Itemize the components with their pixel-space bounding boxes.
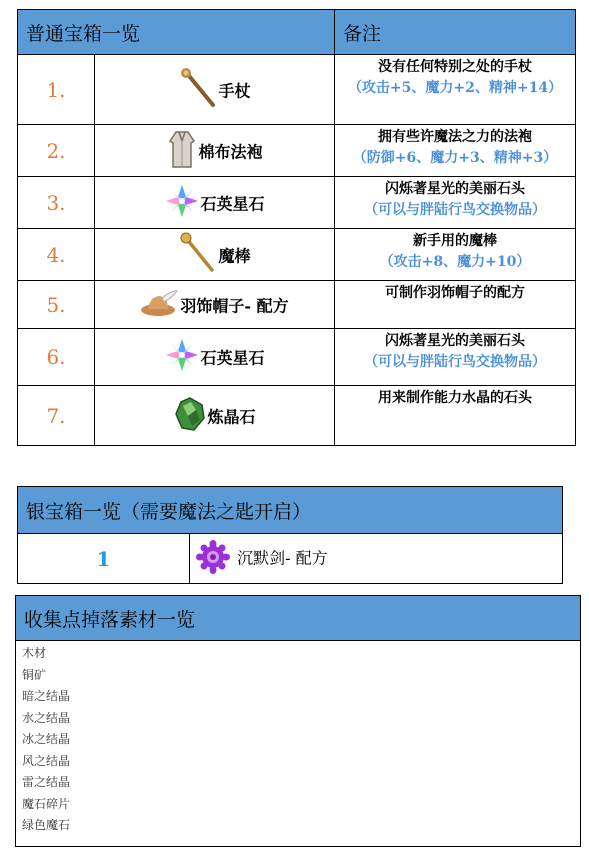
item-label: 沉默剑- 配方 (237, 548, 328, 567)
star-crystal-icon (165, 338, 199, 376)
item-description: 拥有些许魔法之力的法袍 (378, 129, 533, 145)
table-row (18, 229, 576, 281)
star-crystal-icon (165, 184, 199, 222)
list-item: 暗之结晶 (22, 689, 71, 703)
note-cell (335, 125, 576, 177)
list-item: 风之结晶 (22, 753, 71, 768)
note-cell (335, 55, 576, 125)
row-number: 7. (18, 386, 95, 446)
note-cell (335, 229, 576, 281)
note-cell (335, 177, 576, 229)
item-label: 石英星石 (200, 348, 265, 368)
material-list (16, 641, 581, 847)
row-number: 5. (18, 281, 95, 329)
list-item: 水之结晶 (22, 710, 71, 725)
table-row (18, 177, 576, 229)
item-stats: （防御+6、魔力+3、精神+3） (352, 150, 558, 166)
wand-icon (179, 232, 217, 278)
item-cell (95, 177, 335, 229)
green-ore-icon (174, 396, 206, 436)
item-cell (190, 534, 563, 584)
row-number: 1 (18, 534, 190, 584)
item-description: 新手用的魔棒 (413, 233, 498, 249)
item-label: 手杖 (218, 81, 251, 100)
item-label: 棉布法袍 (198, 142, 263, 161)
item-stats: （攻击+8、魔力+10） (379, 254, 531, 270)
item-description: 可制作羽饰帽子的配方 (385, 285, 526, 301)
robe-icon (167, 129, 197, 173)
note-cell (335, 281, 576, 329)
item-description: 闪烁著星光的美丽石头 (385, 181, 526, 197)
item-cell (95, 55, 335, 125)
item-label: 羽饰帽子- 配方 (180, 296, 289, 315)
item-cell (95, 329, 335, 386)
row-number: 2. (18, 125, 95, 177)
staff-icon (179, 67, 217, 113)
gathering-header: 收集点掉落素材一览 (16, 596, 581, 641)
item-label: 石英星石 (200, 194, 265, 213)
item-description: 用来制作能力水晶的石头 (378, 390, 533, 406)
purple-gear-icon (196, 540, 230, 578)
table-row (18, 125, 576, 177)
table-row (18, 534, 563, 584)
item-description: 没有任何特别之处的手杖 (378, 59, 533, 75)
list-item: 绿色魔石 (22, 818, 71, 832)
row-number: 4. (18, 229, 95, 281)
row-number: 1. (18, 55, 95, 125)
list-item: 冰之结晶 (22, 732, 71, 746)
item-description: 闪烁著星光的美丽石头 (385, 333, 526, 349)
normal-chest-header: 普通宝箱一览 (18, 10, 335, 55)
notes-header: 备注 (335, 10, 576, 55)
list-item: 铜矿 (22, 667, 47, 682)
row-number: 6. (18, 329, 95, 386)
list-item: 魔石碎片 (22, 796, 71, 811)
normal-chest-table (17, 9, 576, 446)
row-number: 3. (18, 177, 95, 229)
list-item: 木材 (22, 646, 47, 660)
silver-chest-header: 银宝箱一览（需要魔法之匙开启） (18, 487, 563, 534)
list-item: 雷之结晶 (22, 775, 71, 789)
table-row (18, 329, 576, 386)
item-label: 炼晶石 (207, 407, 256, 426)
item-cell (95, 125, 335, 177)
item-cell (95, 386, 335, 446)
silver-chest-table (17, 486, 563, 584)
item-label: 魔棒 (218, 246, 251, 265)
table-row (18, 386, 576, 446)
item-cell (95, 229, 335, 281)
note-cell (335, 329, 576, 386)
item-cell (95, 281, 335, 329)
table-row (18, 55, 576, 125)
item-stats: （可以与胖陆行鸟交换物品） (364, 354, 547, 370)
item-stats: （可以与胖陆行鸟交换物品） (364, 202, 547, 218)
table-row (18, 281, 576, 329)
item-stats: （攻击+5、魔力+2、精神+14） (347, 80, 563, 96)
gathering-table (15, 595, 581, 847)
feather-hat-icon (140, 288, 178, 322)
note-cell (335, 386, 576, 446)
